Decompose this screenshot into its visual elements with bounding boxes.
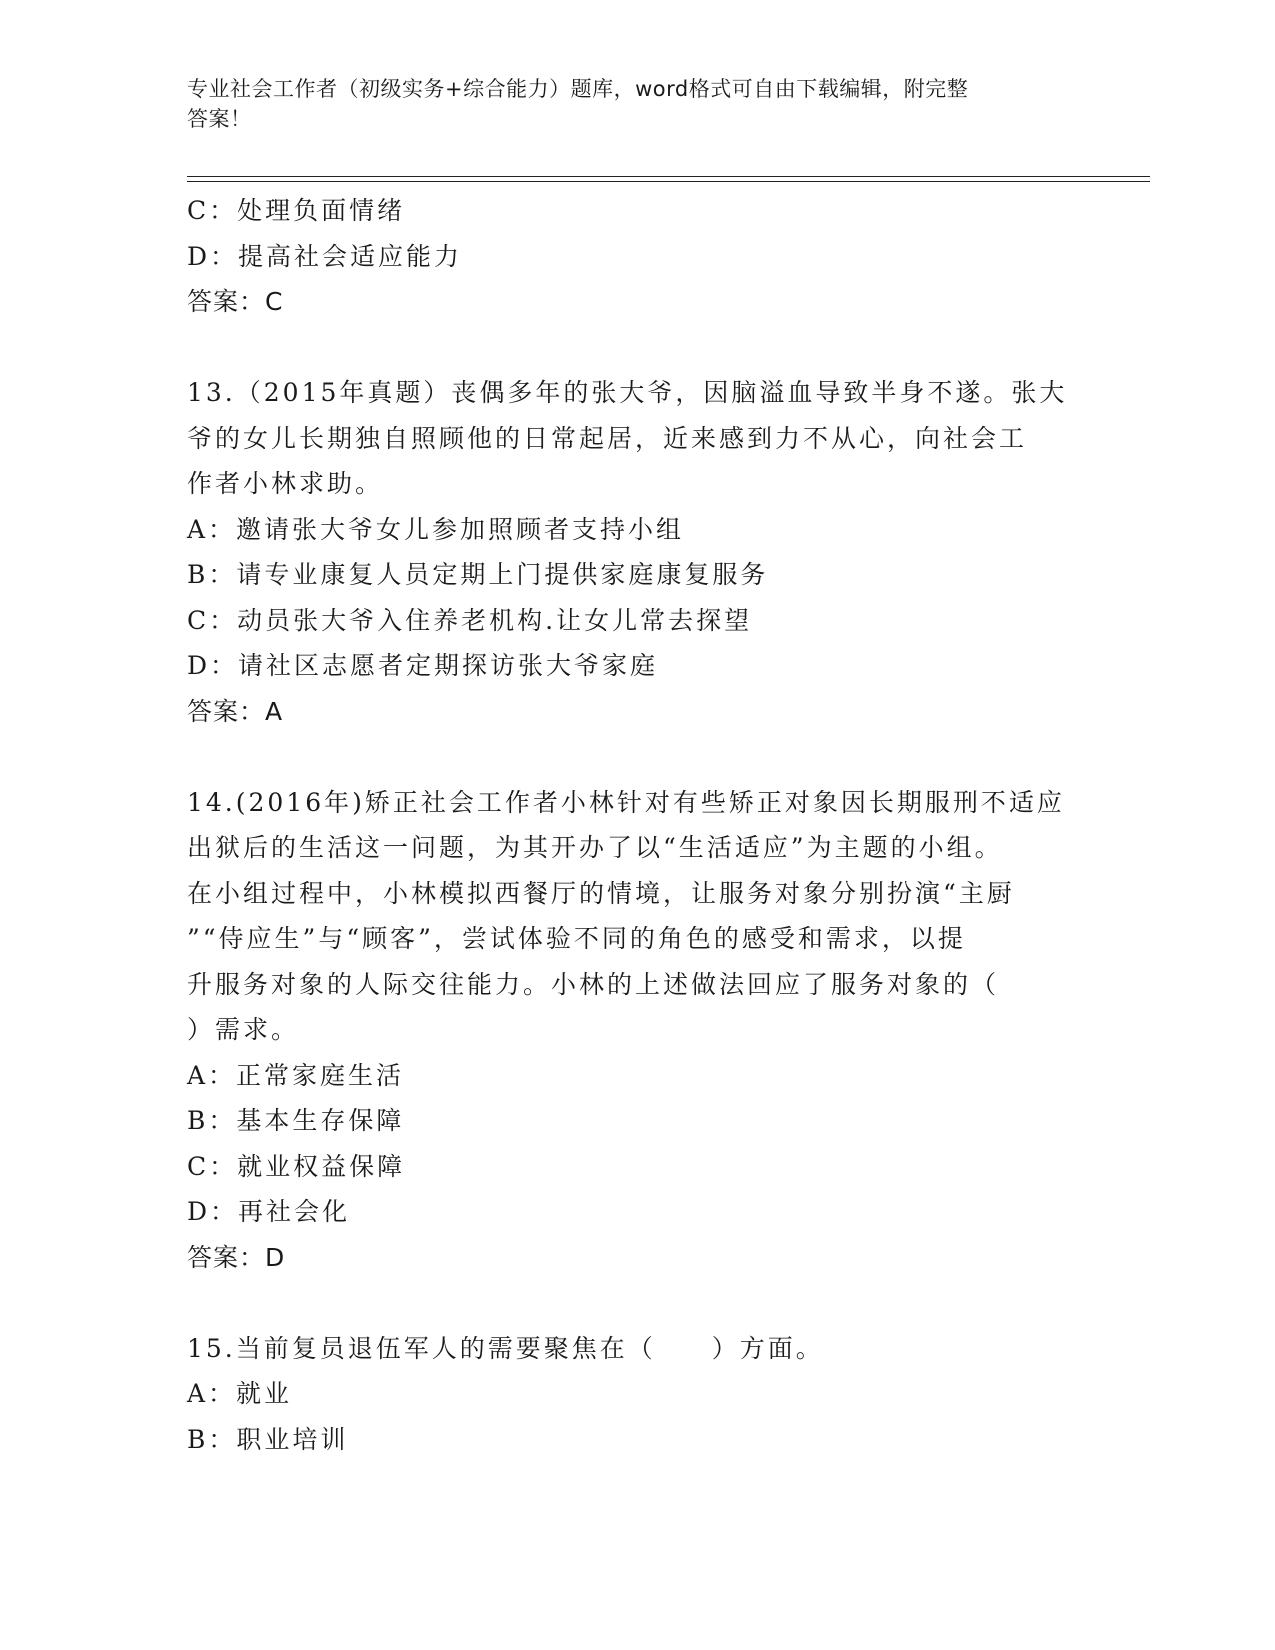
header-line: 专业社会工作者（初级实务+综合能力）题库，word格式可自由下载编辑，附完整	[187, 77, 969, 101]
option: B：请专业康复人员定期上门提供家庭康复服务	[187, 560, 769, 589]
option: D：请社区志愿者定期探访张大爷家庭	[187, 651, 659, 680]
header-rule-top	[187, 176, 1150, 177]
question-text: 升服务对象的人际交往能力。小林的上述做法回应了服务对象的（	[187, 969, 1000, 999]
question-13	[187, 370, 1087, 734]
question-text: 13.（2015年真题）丧偶多年的张大爷，因脑溢血导致半身不遂。张大	[187, 378, 1068, 407]
option: D：提高社会适应能力	[187, 241, 463, 271]
option: A：正常家庭生活	[187, 1060, 405, 1090]
question-text: 15.当前复员退伍军人的需要聚焦在（ ）方面。	[187, 1333, 824, 1363]
header-line: 答案！	[187, 107, 252, 131]
question-text: ”“侍应生”与“顾客”，尝试体验不同的角色的感受和需求，以提	[187, 924, 966, 953]
question-text: 作者小林求助。	[187, 469, 384, 498]
question-15	[187, 1326, 1087, 1463]
question-text: 爷的女儿长期独自照顾他的日常起居，近来感到力不从心，向社会工	[187, 423, 1028, 453]
question-text: 出狱后的生活这一问题，为其开办了以“生活适应”为主题的小组。	[187, 833, 1003, 862]
question-text: 在小组过程中，小林模拟西餐厅的情境，让服务对象分别扮演“主厨	[187, 878, 1015, 908]
answer: 答案：A	[187, 696, 284, 726]
spacer	[187, 734, 1087, 780]
question-text: ）需求。	[187, 1015, 300, 1044]
spacer	[187, 325, 1087, 371]
question-12-tail	[187, 188, 1087, 325]
question-text: 14.(2016年)矫正社会工作者小林针对有些矫正对象因长期服刑不适应	[187, 787, 1065, 817]
option: C：就业权益保障	[187, 1151, 406, 1181]
page-header	[187, 74, 1087, 134]
answer: 答案：D	[187, 1242, 286, 1272]
document-body	[187, 188, 1087, 1462]
spacer	[187, 1280, 1087, 1326]
option: A：邀请张大爷女儿参加照顾者支持小组	[187, 514, 685, 544]
option: C：处理负面情绪	[187, 196, 406, 225]
option: A：就业	[187, 1379, 293, 1408]
option: B：职业培训	[187, 1424, 349, 1454]
option: C：动员张大爷入住养老机构.让女儿常去探望	[187, 605, 753, 635]
option: D：再社会化	[187, 1197, 351, 1226]
header-rule-bottom	[187, 181, 1150, 182]
question-14	[187, 780, 1087, 1281]
answer: 答案：C	[187, 287, 284, 316]
option: B：基本生存保障	[187, 1106, 405, 1135]
